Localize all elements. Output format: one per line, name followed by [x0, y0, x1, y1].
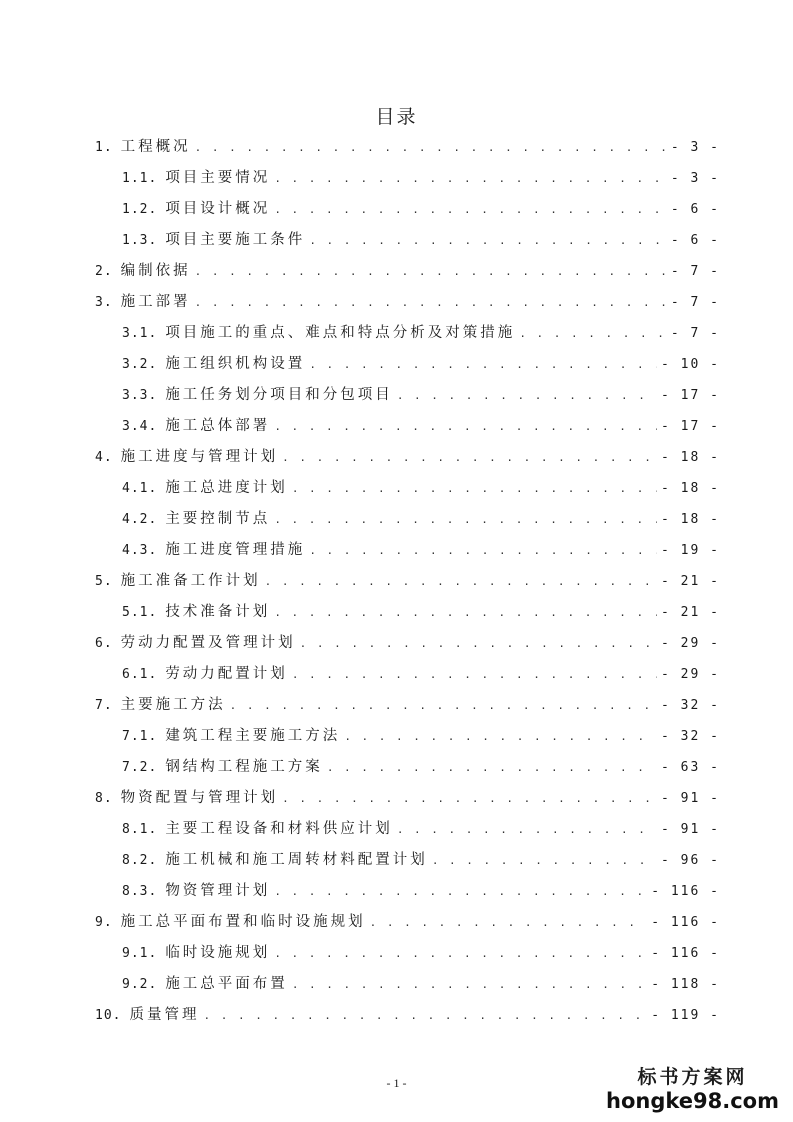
toc-dot-leader [274, 163, 667, 194]
toc-entry-number: 8. [95, 791, 113, 806]
toc-entry-page: - 7 - [670, 326, 720, 341]
toc-entry-page: - 17 - [661, 419, 720, 434]
toc-entry-title: 施工任务划分项目和分包项目 [165, 387, 393, 403]
toc-entry-title: 主要工程设备和材料供应计划 [165, 821, 393, 837]
toc-entry[interactable] [95, 566, 720, 597]
toc-entry[interactable] [95, 597, 720, 628]
toc-dot-leader [309, 225, 667, 256]
toc-entry-number: 10. [95, 1008, 122, 1023]
toc-entry-page: - 118 - [651, 977, 720, 992]
toc-entry[interactable] [95, 194, 720, 225]
toc-entry-title: 临时设施规划 [165, 945, 271, 961]
toc-entry[interactable] [95, 845, 720, 876]
toc-entry[interactable] [95, 628, 720, 659]
toc-entry-title: 施工准备工作计划 [120, 573, 261, 589]
toc-entry[interactable] [95, 287, 720, 318]
toc-entry-title: 施工组织机构设置 [165, 356, 306, 372]
toc-entry-title: 项目主要情况 [165, 170, 271, 186]
toc-dot-leader [292, 969, 647, 1000]
toc-dot-leader [195, 256, 667, 287]
toc-entry-title: 主要施工方法 [120, 697, 226, 713]
toc-entry[interactable] [95, 690, 720, 721]
table-of-contents [95, 132, 720, 1031]
toc-entry-page: - 91 - [661, 791, 720, 806]
watermark-url: hongke98.com [606, 1089, 779, 1113]
toc-entry-number: 3. [95, 295, 113, 310]
toc-entry[interactable] [95, 721, 720, 752]
toc-entry-page: - 96 - [661, 853, 720, 868]
toc-entry-title: 主要控制节点 [165, 511, 271, 527]
toc-dot-leader [292, 659, 657, 690]
toc-entry-page: - 116 - [651, 946, 720, 961]
toc-dot-leader [274, 876, 647, 907]
toc-entry-number: 3.4. [122, 419, 158, 434]
toc-entry-title: 工程概况 [120, 139, 191, 155]
toc-entry[interactable] [95, 163, 720, 194]
toc-dot-leader [282, 783, 657, 814]
toc-entry-title: 项目设计概况 [165, 201, 271, 217]
toc-title: 目录 [375, 106, 418, 128]
toc-entry-title: 施工总平面布置和临时设施规划 [120, 914, 366, 930]
toc-entry[interactable] [95, 752, 720, 783]
toc-entry[interactable] [95, 411, 720, 442]
toc-dot-leader [274, 504, 657, 535]
toc-dot-leader [282, 442, 657, 473]
toc-entry-page: - 6 - [670, 233, 720, 248]
toc-entry-number: 4.2. [122, 512, 158, 527]
toc-dot-leader [274, 597, 657, 628]
toc-dot-leader [274, 194, 667, 225]
toc-entry-title: 项目主要施工条件 [165, 232, 306, 248]
toc-entry-number: 3.1. [122, 326, 158, 341]
toc-entry-title: 物资配置与管理计划 [120, 790, 279, 806]
toc-entry-title: 劳动力配置及管理计划 [120, 635, 296, 651]
toc-entry-number: 7. [95, 698, 113, 713]
toc-entry-number: 4.3. [122, 543, 158, 558]
toc-dot-leader [397, 380, 657, 411]
toc-entry-number: 6.1. [122, 667, 158, 682]
toc-entry-page: - 17 - [661, 388, 720, 403]
toc-entry[interactable] [95, 783, 720, 814]
toc-dot-leader [397, 814, 657, 845]
toc-entry-page: - 63 - [661, 760, 720, 775]
toc-entry-page: - 21 - [661, 574, 720, 589]
toc-entry[interactable] [95, 132, 720, 163]
toc-entry[interactable] [95, 442, 720, 473]
toc-entry-title: 钢结构工程施工方案 [165, 759, 323, 775]
toc-entry-title: 施工进度与管理计划 [120, 449, 279, 465]
toc-entry-page: - 29 - [661, 667, 720, 682]
toc-entry-page: - 116 - [651, 915, 720, 930]
toc-entry[interactable] [95, 1000, 720, 1031]
toc-dot-leader [203, 1000, 647, 1031]
toc-entry[interactable] [95, 907, 720, 938]
toc-entry-number: 3.3. [122, 388, 158, 403]
toc-entry-number: 2. [95, 264, 113, 279]
toc-entry-number: 5. [95, 574, 113, 589]
toc-entry-page: - 18 - [661, 450, 720, 465]
toc-entry-title: 施工总体部署 [165, 418, 271, 434]
page-number: - 1 - [386, 1076, 407, 1090]
toc-entry-number: 7.1. [122, 729, 158, 744]
toc-entry-title: 质量管理 [129, 1007, 200, 1023]
toc-dot-leader [195, 132, 667, 163]
toc-dot-leader [230, 690, 657, 721]
toc-entry-number: 3.2. [122, 357, 158, 372]
toc-entry-title: 施工进度管理措施 [165, 542, 306, 558]
toc-entry[interactable] [95, 938, 720, 969]
toc-entry-number: 9.1. [122, 946, 158, 961]
toc-entry[interactable] [95, 504, 720, 535]
toc-entry-page: - 6 - [670, 202, 720, 217]
toc-entry[interactable] [95, 659, 720, 690]
toc-entry-number: 1.3. [122, 233, 158, 248]
toc-dot-leader [195, 287, 667, 318]
toc-entry-page: - 18 - [661, 481, 720, 496]
toc-dot-leader [327, 752, 657, 783]
watermark-title: 标书方案网 [637, 1066, 748, 1088]
toc-entry-title: 施工机械和施工周转材料配置计划 [165, 852, 428, 868]
toc-dot-leader [300, 628, 657, 659]
toc-entry-page: - 29 - [661, 636, 720, 651]
toc-entry-title: 施工总进度计划 [165, 480, 288, 496]
toc-entry-page: - 32 - [661, 698, 720, 713]
toc-entry-number: 6. [95, 636, 113, 651]
toc-dot-leader [309, 349, 657, 380]
toc-entry-number: 1. [95, 140, 113, 155]
toc-entry-page: - 18 - [661, 512, 720, 527]
watermark-logo [606, 1068, 779, 1112]
toc-dot-leader [432, 845, 657, 876]
toc-entry-number: 8.3. [122, 884, 158, 899]
toc-entry-title: 编制依据 [120, 263, 191, 279]
toc-entry[interactable] [95, 225, 720, 256]
toc-entry-title: 项目施工的重点、难点和特点分析及对策措施 [165, 325, 516, 341]
toc-entry-page: - 116 - [651, 884, 720, 899]
toc-entry[interactable] [95, 969, 720, 1000]
toc-entry[interactable] [95, 349, 720, 380]
toc-entry-title: 施工部署 [120, 294, 191, 310]
toc-entry-title: 劳动力配置计划 [165, 666, 288, 682]
toc-entry-title: 建筑工程主要施工方法 [165, 728, 341, 744]
toc-entry[interactable] [95, 318, 720, 349]
toc-entry-number: 5.1. [122, 605, 158, 620]
toc-entry-page: - 3 - [670, 140, 720, 155]
toc-entry-number: 9. [95, 915, 113, 930]
toc-dot-leader [274, 938, 647, 969]
toc-entry[interactable] [95, 380, 720, 411]
toc-entry-number: 1.1. [122, 171, 158, 186]
toc-entry-page: - 10 - [661, 357, 720, 372]
toc-entry-title: 施工总平面布置 [165, 976, 288, 992]
toc-entry[interactable] [95, 473, 720, 504]
toc-dot-leader [370, 907, 648, 938]
toc-dot-leader [292, 473, 657, 504]
toc-entry-page: - 21 - [661, 605, 720, 620]
toc-entry-number: 8.1. [122, 822, 158, 837]
toc-entry-page: - 119 - [651, 1008, 720, 1023]
toc-entry-number: 9.2. [122, 977, 158, 992]
toc-entry-number: 4. [95, 450, 113, 465]
toc-entry-title: 技术准备计划 [165, 604, 271, 620]
toc-dot-leader [265, 566, 657, 597]
toc-dot-leader [274, 411, 657, 442]
toc-entry-number: 8.2. [122, 853, 158, 868]
toc-entry[interactable] [95, 256, 720, 287]
toc-entry-page: - 7 - [670, 295, 720, 310]
toc-entry[interactable] [95, 814, 720, 845]
toc-entry[interactable] [95, 876, 720, 907]
toc-entry-number: 4.1. [122, 481, 158, 496]
toc-entry-page: - 91 - [661, 822, 720, 837]
toc-entry-title: 物资管理计划 [165, 883, 271, 899]
toc-entry[interactable] [95, 535, 720, 566]
toc-entry-number: 1.2. [122, 202, 158, 217]
toc-entry-page: - 32 - [661, 729, 720, 744]
toc-entry-number: 7.2. [122, 760, 158, 775]
toc-entry-page: - 3 - [670, 171, 720, 186]
toc-entry-page: - 19 - [661, 543, 720, 558]
toc-dot-leader [519, 318, 667, 349]
toc-dot-leader [309, 535, 657, 566]
toc-dot-leader [344, 721, 657, 752]
toc-entry-page: - 7 - [670, 264, 720, 279]
